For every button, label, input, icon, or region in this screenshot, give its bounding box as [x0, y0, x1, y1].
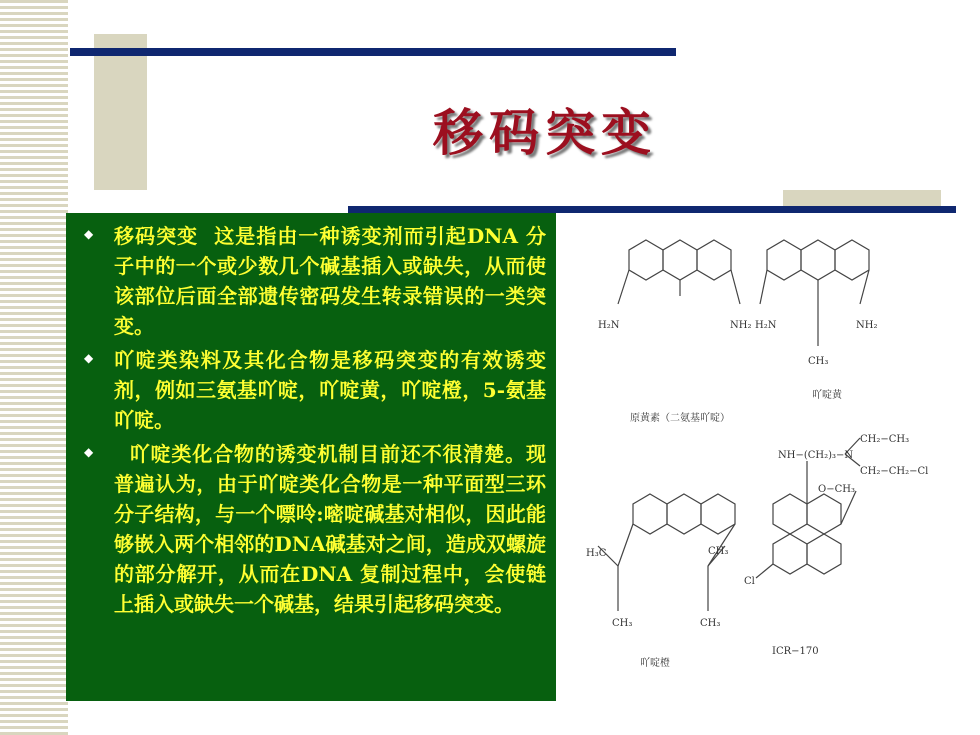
- label-icr170: ICR−170: [772, 646, 819, 657]
- mid-rule-line: [348, 206, 956, 213]
- acridine-structures-diagram: [560, 216, 960, 696]
- proflavine-structure: [618, 240, 740, 304]
- slide-title: 移码突变: [433, 103, 657, 162]
- label-h2n-left: H₂N: [598, 320, 620, 331]
- label-ch3-br: CH₃: [700, 618, 721, 629]
- text-panel: [66, 213, 556, 701]
- tan-decor-block-right: [783, 190, 941, 206]
- diamond-bullet-icon: ◆: [84, 351, 94, 365]
- bullet-text-2: 吖啶类染料及其化合物是移码突变的有效诱变剂，例如三氨基吖啶，吖啶黄，吖啶橙，5-氨基吖啶。: [114, 348, 546, 432]
- label-h3c-left: H₃C: [586, 548, 607, 559]
- label-nh2-1: NH₂: [730, 320, 752, 331]
- top-rule-line: [70, 48, 676, 56]
- bullet-item-1: [84, 221, 546, 341]
- bullet-text-3: 吖啶类化合物的诱变机制目前还不很清楚。现普遍认为，由于吖啶类化合物是一种平面型三环分子结构，与一个嘌呤:嘧啶碱基对相似，因此能够嵌入两个相邻的DNA碱基对之间，造成双螺旋的部分解开，从而在DNA 复制过程中，会使链上插入或缺失一个碱基，结果引起移码突变。: [114, 442, 546, 616]
- label-ch3-bl: CH₃: [612, 618, 633, 629]
- diamond-bullet-icon: ◆: [84, 445, 94, 459]
- tan-decor-block-top: [94, 34, 147, 190]
- bullet-item-3: [84, 439, 546, 619]
- label-nh2-2: NH₂: [856, 320, 878, 331]
- label-ch2cl: CH₂−CH₂−Cl: [860, 466, 929, 477]
- label-ch2ch3: CH₂−CH₃: [860, 434, 910, 445]
- label-ch3-right: CH₃: [708, 546, 729, 557]
- label-cl: Cl: [744, 576, 755, 587]
- label-acriflavine: 吖啶黄: [812, 390, 842, 401]
- bullet-text-1: 移码突变 这是指由一种诱变剂而引起DNA 分子中的一个或少数几个碱基插入或缺失，从而使该部位后面全部遗传密码发生转录错误的一类突变。: [114, 224, 546, 338]
- label-acridine-orange: 吖啶橙: [640, 658, 670, 669]
- label-side-chain: NH−(CH₂)₃−N: [778, 450, 854, 461]
- label-proflavine: 原黄素（二氨基吖啶）: [630, 413, 730, 424]
- label-och3: O−CH₃: [818, 484, 855, 495]
- chemical-structures-figure: [560, 216, 960, 696]
- label-h2n-2: H₂N: [755, 320, 777, 331]
- bullet-item-2: [84, 345, 546, 435]
- left-stripe-decoration: [0, 0, 68, 735]
- label-ch3-top: CH₃: [808, 356, 829, 367]
- diamond-bullet-icon: ◆: [84, 227, 94, 241]
